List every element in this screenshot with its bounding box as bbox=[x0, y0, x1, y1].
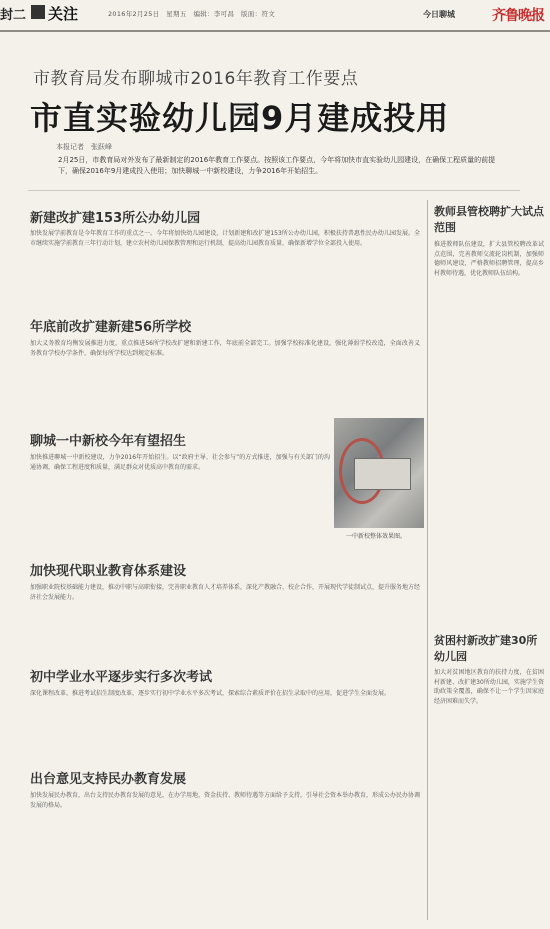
section-heading-no1-high-school: 聊城一中新校今年有望招生 bbox=[30, 434, 187, 449]
school-rendering-photo bbox=[334, 418, 424, 528]
article-byline: 本报记者 张跃峰 bbox=[56, 143, 112, 151]
section-body-kindergarten: 加快发展学前教育是今年教育工作的重点之一。今年将加快幼儿园建设，计划新建和改扩建153所公办幼儿园，积极扶持普惠性民办幼儿园发展。全市继续实施学前教育三年行动计划，建立农村幼儿园保教管理和运行机制，提高幼儿园教育质量，确保新增学位全部投入使用。 bbox=[30, 230, 420, 247]
side-heading-poor-villages: 贫困村新改扩建30所幼儿园 bbox=[434, 634, 538, 663]
newspaper-logo: 齐鲁晚报 bbox=[492, 8, 544, 24]
section-body-schools: 加大义务教育均衡发展推进力度，重点推进56所学校改扩建和新建工作，年底前全部完工。加强学校标准化建设，强化薄弱学校改造，全面改善义务教育学校办学条件，确保每所学校达到规定标准。 bbox=[30, 340, 420, 357]
section-body-vocational: 加强职业院校基础能力建设，推动中职与高职衔接，完善职业教育人才培养体系，深化产教融合、校企合作，开展现代学徒制试点，提升服务地方经济社会发展能力。 bbox=[30, 584, 420, 601]
section-heading-kindergarten: 新建改扩建153所公办幼儿园 bbox=[30, 211, 201, 226]
article-lead: 2月25日，市教育局对外发布了最新制定的2016年教育工作要点。按照该工作要点，今年将加快市直实验幼儿园建设，在确保工程质量的前提下，确保2016年9月建成投入使用；加快聊城一中新校建设，力争2016年开始招生。 bbox=[58, 156, 496, 175]
section-heading-vocational: 加快现代职业教育体系建设 bbox=[30, 564, 187, 579]
side-body-teachers: 推进教师队伍建设，扩大县管校聘改革试点范围，完善教师交流轮岗机制，加强师德师风建设，严格教师招聘管理，提高乡村教师待遇，优化教师队伍结构。 bbox=[434, 241, 544, 277]
dateline: 2016年2月25日 星期五 编辑：李可昌 版面：符文 bbox=[108, 10, 276, 18]
section-body-exams: 深化课程改革，推进考试招生制度改革，逐步实行初中学业水平多次考试，探索综合素质评价在招生录取中的应用，促进学生全面发展。 bbox=[30, 690, 391, 697]
paper-name: 今日聊城 bbox=[423, 10, 455, 19]
page-header bbox=[0, 0, 550, 32]
section-body-no1-high-school: 加快推进聊城一中新校建设，力争2016年开始招生。以“政府主导、社会参与”的方式推进，加强与有关部门的沟通协调，确保工程进度和质量，满足群众对优质高中教育的需求。 bbox=[30, 454, 330, 471]
column-title: 关注 bbox=[48, 5, 79, 23]
section-body-private-education: 加快发展民办教育，出台支持民办教育发展的意见，在办学用地、资金扶持、教师待遇等方面给予支持，引导社会资本举办教育，形成公办民办协调发展的格局。 bbox=[30, 792, 420, 809]
section-heading-private-education: 出台意见支持民办教育发展 bbox=[30, 772, 187, 787]
article-headline: 市直实验幼儿园9月建成投用 bbox=[30, 99, 450, 137]
side-body-poor-villages: 加大对贫困地区教育的扶持力度，在贫困村新建、改扩建30所幼儿园，实施学生资助政策全覆盖，确保不让一个学生因家庭经济困难而失学。 bbox=[434, 669, 544, 705]
lead-divider bbox=[28, 190, 520, 191]
column-marker-block bbox=[31, 5, 45, 19]
photo-building-shape bbox=[354, 458, 411, 490]
section-heading-schools: 年底前改扩建新建56所学校 bbox=[30, 320, 192, 335]
photo-caption: 一中新校整体效果图。 bbox=[346, 533, 407, 540]
column-divider bbox=[427, 200, 428, 920]
page-section-tab: 封二 bbox=[0, 8, 27, 23]
section-heading-exams: 初中学业水平逐步实行多次考试 bbox=[30, 670, 213, 685]
article-kicker: 市教育局发布聊城市2016年教育工作要点 bbox=[33, 69, 359, 89]
side-heading-teachers: 教师县管校聘扩大试点范围 bbox=[434, 205, 544, 234]
